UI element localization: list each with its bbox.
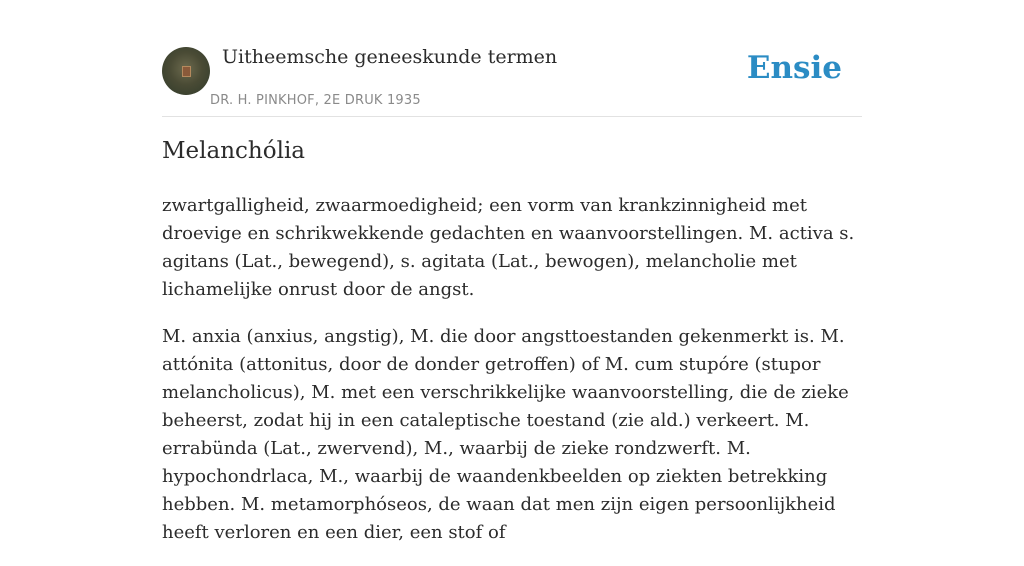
entry-paragraph: zwartgalligheid, zwaarmoedigheid; een vorm van krankzinnigheid met droevige en schrikwekkende gedachten en waanvoorstellingen. M. activa s. agitans (Lat., bewegend), s. agitata (Lat., bewogen), melancholie met lichamelijke onrust door de angst.: [162, 195, 855, 300]
source-subtitle: DR. H. PINKHOF, 2E DRUK 1935: [210, 93, 421, 108]
entry-title: Melanchólia: [162, 138, 306, 164]
source-header: [162, 46, 862, 117]
book-emblem: [182, 66, 191, 77]
source-title[interactable]: Uitheemsche geneeskunde termen: [222, 46, 558, 68]
book-cover-icon[interactable]: [162, 47, 210, 95]
ensie-logo[interactable]: Ensie: [746, 50, 842, 86]
entry-body: [162, 192, 862, 566]
entry-paragraph: M. anxia (anxius, angstig), M. die door angsttoestanden gekenmerkt is. M. attónita (attonitus, door de donder getroffen) of M. cum stupóre (stupor melancholicus), M. met een verschrikkelijke waanvoorstelling, die de zieke beheerst, zodat hij in een cataleptische toestand (zie ald.) verkeert. M. errabünda (Lat., zwervend), M., waarbij de zieke rondzwerft. M. hypochondrlaca, M., waarbij de waandenkbeelden op ziekten betrekking hebben. M. metamorphóseos, de waan dat men zijn eigen persoonlijkheid heeft verloren en een dier, een stof of: [162, 326, 849, 543]
